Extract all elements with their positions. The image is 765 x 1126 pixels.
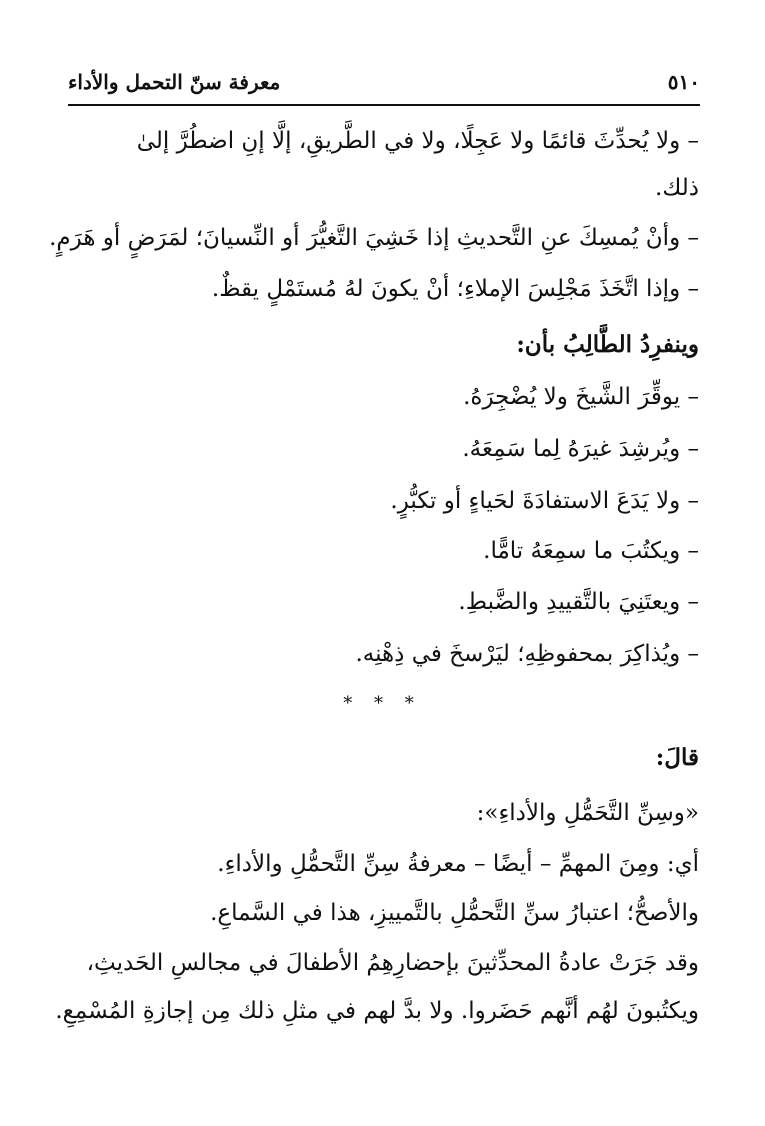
commentary-line: أي: ومِنَ المهمِّ – أيضًا – معرفةُ سِنِّ التَّحمُّلِ والأداءِ. <box>217 851 699 877</box>
section-separator: * * * <box>343 693 422 714</box>
text-line: – ولا يُحدِّثَ قائمًا ولا عَجِلًا، ولا في الطَّريقِ، إلَّا إنِ اضطُرَّ إلىٰ <box>136 128 699 154</box>
text-line: – ولا يَدَعَ الاستفادَةَ لحَياءٍ أو تكبُّرٍ. <box>390 488 699 514</box>
text-line: – ويعتَنِيَ بالتَّقييدِ والضَّبطِ. <box>458 589 699 615</box>
commentary-line: ويكتُبونَ لهُم أنَّهم حَضَروا. ولا بدَّ لهم في مثلِ ذلك مِن إجازةِ المُسْمِعِ. <box>55 998 699 1024</box>
commentary-line: وقد جَرَتْ عادةُ المحدِّثينَ بإحضارِهِمُ الأطفالَ في مجالسِ الحَديثِ، <box>86 950 699 976</box>
quoted-text: «وسِنِّ التَّحَمُّلِ والأداءِ»: <box>476 800 699 826</box>
text-line: – ويكتُبَ ما سمِعَهُ تامًّا. <box>483 538 699 564</box>
text-line: – ويُرشِدَ غيرَهُ لِما سَمِعَهُ. <box>462 436 699 462</box>
text-line: – يوقِّرَ الشَّيخَ ولا يُضْجِرَهُ. <box>463 384 699 410</box>
page-header <box>68 62 700 102</box>
section-heading: وينفرِدُ الطَّالِبُ بأن: <box>516 331 699 358</box>
qala-heading: قالَ: <box>655 744 699 771</box>
page-number: ٥١٠ <box>667 70 700 94</box>
commentary-line: والأصحُّ؛ اعتبارُ سنِّ التَّحمُّلِ بالتَّمييزِ، هذا في السَّماعِ. <box>210 900 699 926</box>
text-line: – وإذا اتَّخَذَ مَجْلِسَ الإملاءِ؛ أنْ يكونَ لهُ مُستَمْلٍ يقظٌ. <box>211 276 699 302</box>
header-divider <box>68 104 700 106</box>
text-line: – ويُذاكِرَ بمحفوظِهِ؛ ليَرْسخَ في ذِهْنِه. <box>355 641 699 667</box>
running-title: معرفة سنّ التحمل والأداء <box>68 70 281 94</box>
text-line: ذلك. <box>655 175 699 201</box>
text-line: – وأنْ يُمسِكَ عنِ التَّحديثِ إذا خَشِيَ التَّغيُّرَ أو النِّسيانَ؛ لمَرَضٍ أو هَرَمٍ. <box>49 225 699 251</box>
